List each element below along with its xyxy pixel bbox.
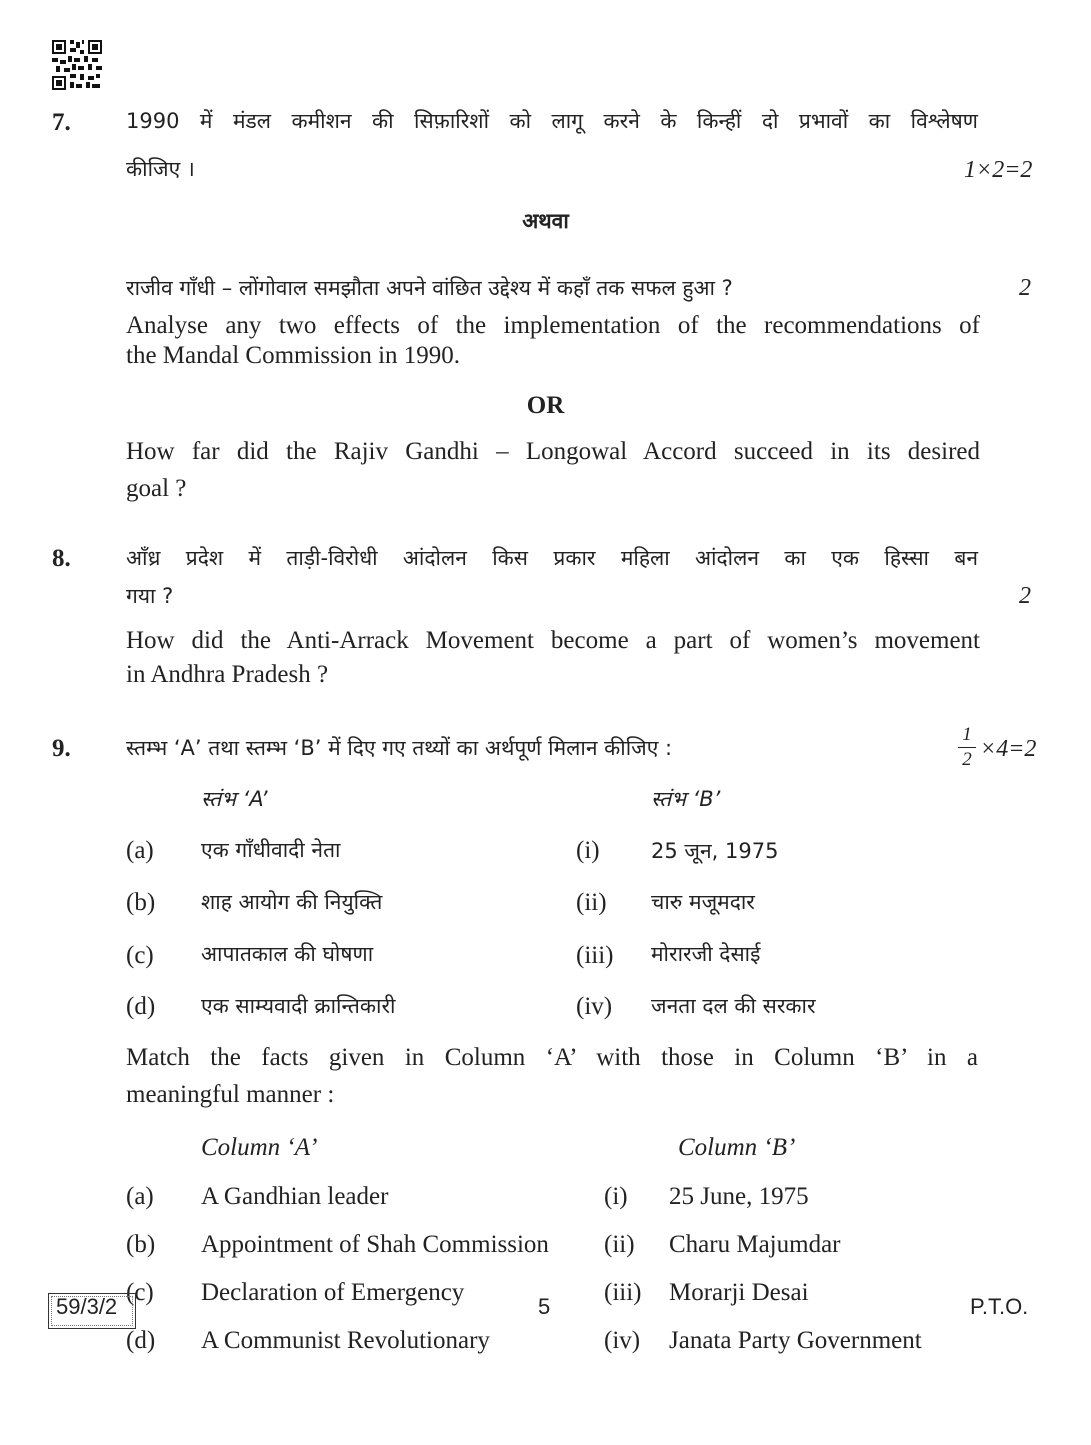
hindi-row-col-a: आपातकाल की घोषणा [201,942,374,966]
hindi-row-label: (c) [126,942,154,969]
hindi-row-roman: (iii) [576,942,614,969]
q8-english-line1: How did the Anti-Arrack Movement become a part of women’s movement [126,627,980,654]
hindi-row-label: (b) [126,889,156,916]
q8-number: 8. [52,545,71,572]
english-column-a-header: Column ‘A’ [201,1134,318,1161]
q9-marks-denominator: 2 [962,749,972,770]
paper-code: 59/3/2 [56,1294,118,1319]
hindi-row-roman: (ii) [576,889,607,916]
english-row-col-b: 25 June, 1975 [669,1183,809,1210]
q7-hindi-line1: 1990 में मंडल कमीशन की सिफ़ारिशों को लागू करने के किन्हीं दो प्रभावों का विश्लेषण [126,109,978,133]
hindi-row-col-b: 25 जून, 1975 [651,839,779,863]
q7-english-line1: Analyse any two effects of the implementation of the recommendations of [126,312,980,339]
page-number: 5 [538,1294,551,1319]
hindi-row-col-b: जनता दल की सरकार [651,994,816,1018]
hindi-row-roman: (iv) [576,993,613,1020]
hindi-row-col-a: एक साम्यवादी क्रान्तिकारी [201,994,396,1018]
english-row-roman: (iii) [604,1279,642,1306]
q8-hindi-line2: गया ? [126,584,174,608]
please-turn-over: P.T.O. [970,1294,1029,1319]
hindi-row-col-a: एक गाँधीवादी नेता [201,838,341,862]
q9-english-line2: meaningful manner : [126,1081,335,1108]
english-row-label: (c) [126,1279,154,1306]
q7-english-line2: the Mandal Commission in 1990. [126,342,461,369]
english-row-roman: (iv) [604,1327,641,1354]
hindi-row-col-a: शाह आयोग की नियुक्ति [201,890,383,914]
q7-alt-hindi: राजीव गाँधी – लोंगोवाल समझौता अपने वांछित उद्देश्य में कहाँ तक सफल हुआ ? [126,276,733,300]
hindi-row-label: (a) [126,837,154,864]
q8-english-line2: in Andhra Pradesh ? [126,661,329,688]
q8-marks: 2 [1019,583,1031,609]
hindi-column-b-header: स्तंभ ‘B’ [651,787,721,811]
q9-marks-fraction [956,724,978,771]
english-row-col-b: Morarji Desai [669,1279,809,1306]
q7-hindi-line2: कीजिए । [126,157,195,181]
q9-english-line1: Match the facts given in Column ‘A’ with those in Column ‘B’ in a [126,1044,978,1071]
q7-alt-english-line2: goal ? [126,475,187,502]
q9-hindi-instruction: स्तम्भ ‘A’ तथा स्तम्भ ‘B’ में दिए गए तथ्यों का अर्थपूर्ण मिलान कीजिए : [126,736,673,760]
q7-number: 7. [52,109,71,136]
english-row-label: (b) [126,1231,156,1258]
q7-or-english: OR [526,392,565,419]
qr-code-icon [52,40,102,90]
hindi-row-roman: (i) [576,837,600,864]
english-row-col-b: Charu Majumdar [669,1231,841,1258]
hindi-row-col-b: चारु मजूमदार [651,890,755,914]
english-row-roman: (i) [604,1183,628,1210]
english-row-col-b: Janata Party Government [669,1327,922,1354]
q9-marks-numerator: 1 [962,724,972,745]
english-row-col-a: A Communist Revolutionary [201,1327,490,1354]
q8-hindi-line1: आँध्र प्रदेश में ताड़ी-विरोधी आंदोलन किस प्रकार महिला आंदोलन का एक हिस्सा बन [126,546,978,570]
english-row-col-a: Declaration of Emergency [201,1279,465,1306]
hindi-column-a-header: स्तंभ ‘A’ [201,787,268,811]
english-row-roman: (ii) [604,1231,635,1258]
english-row-col-a: A Gandhian leader [201,1183,389,1210]
english-row-col-a: Appointment of Shah Commission [201,1231,549,1258]
english-column-b-header: Column ‘B’ [678,1134,796,1161]
q7-marks: 1×2=2 [964,157,1033,183]
q7-alt-english-line1: How far did the Rajiv Gandhi – Longowal Accord succeed in its desired [126,438,980,465]
fraction-bar [958,747,976,748]
hindi-row-col-b: मोरारजी देसाई [651,942,761,966]
q7-or-hindi: अथवा [522,209,569,233]
english-row-label: (a) [126,1183,154,1210]
q7-alt-marks: 2 [1019,275,1031,301]
q9-marks: ×4=2 [980,736,1037,762]
q9-number: 9. [52,735,71,762]
hindi-row-label: (d) [126,993,156,1020]
english-row-label: (d) [126,1327,156,1354]
